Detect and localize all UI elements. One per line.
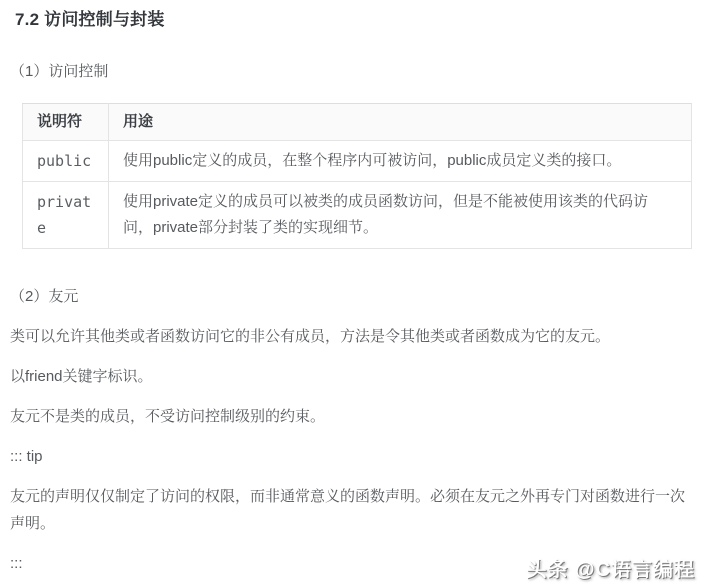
column-header-usage: 用途 (109, 104, 692, 141)
usage-cell-public: 使用public定义的成员，在整个程序内可被访问，public成员定义类的接口。 (109, 141, 692, 182)
table-row (23, 182, 692, 249)
table-header-row (23, 104, 692, 141)
tip-open-marker: ::: tip (10, 448, 43, 465)
specifier-cell-private: private (23, 182, 109, 249)
specifier-cell-public: public (23, 141, 109, 182)
paragraph-friend-intro: 类可以允许其他类或者函数访问它的非公有成员，方法是令其他类或者函数成为它的友元。 (10, 328, 611, 345)
tip-body: 友元的声明仅仅制定了访问的权限，而非通常意义的函数声明。必须在友元之外再专门对函数进行一次声明。 (10, 488, 686, 532)
section-heading-friend: （2）友元 (10, 288, 79, 305)
table-row (23, 141, 692, 182)
toutiao-watermark: 头条 @C语言编程 (526, 559, 695, 581)
paragraph-friend-keyword: 以friend关键字标识。 (10, 368, 153, 385)
page-title: 7.2 访问控制与封装 (15, 10, 165, 29)
access-specifier-table (22, 103, 692, 249)
usage-cell-private: 使用private定义的成员可以被类的成员函数访问，但是不能被使用该类的代码访问，private部分封装了类的实现细节。 (109, 182, 692, 249)
tip-close-marker: ::: (10, 555, 23, 572)
column-header-specifier: 说明符 (23, 104, 109, 141)
paragraph-friend-scope: 友元不是类的成员，不受访问控制级别的约束。 (10, 408, 326, 425)
section-heading-access-control: （1）访问控制 (10, 63, 109, 80)
